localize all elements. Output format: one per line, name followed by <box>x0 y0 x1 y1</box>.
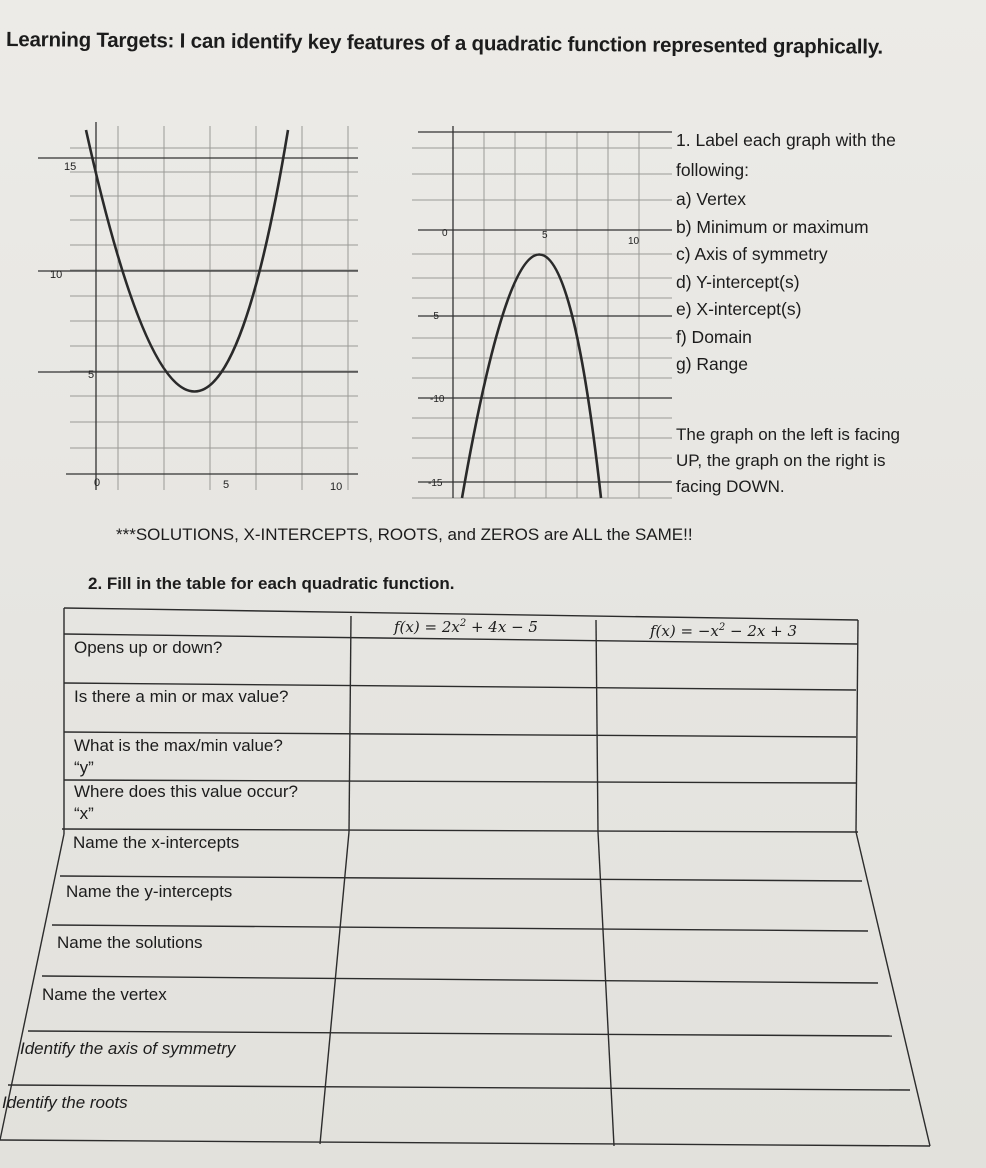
facing-note-line: UP, the graph on the right is <box>676 451 886 470</box>
row-label-roots: Identify the roots <box>2 1093 128 1112</box>
instructions-heading-2: following: <box>676 159 749 180</box>
right-tick-y-neg5: -5 <box>430 311 439 322</box>
right-tick-x-0: 0 <box>442 228 448 239</box>
instruction-item: a) Vertex <box>676 189 747 209</box>
row-label-opens: Opens up or down? <box>74 638 223 657</box>
solutions-note: ***SOLUTIONS, X-INTERCEPTS, ROOTS, and ZEROS are ALL the SAME!! <box>116 525 693 544</box>
left-tick-x-5: 5 <box>223 479 230 491</box>
header-function-2-exponent: 2 <box>718 622 726 633</box>
header-function-2-rest: − 2x + 3 <box>725 622 797 640</box>
row-label-solutions: Name the solutions <box>57 933 203 952</box>
row-label-min-max: Is there a min or max value? <box>74 687 289 706</box>
left-tick-x-0: 0 <box>94 477 101 489</box>
row-label-max-min-value: What is the max/min value? <box>74 736 283 755</box>
instruction-item: f) Domain <box>676 326 752 347</box>
header-function-1-base: f(x) = 2x <box>394 618 460 636</box>
left-tick-y-5: 5 <box>88 369 95 381</box>
instruction-item: b) Minimum or maximum <box>676 216 869 237</box>
instruction-item: c) Axis of symmetry <box>676 244 828 264</box>
row-label-y-intercepts: Name the y-intercepts <box>66 882 233 901</box>
header-function-2-base: f(x) = −x <box>650 622 719 640</box>
right-tick-y-neg15: -15 <box>428 478 443 489</box>
row-label-axis: Identify the axis of symmetry <box>20 1039 236 1058</box>
question-2: 2. Fill in the table for each quadratic function. <box>88 574 455 593</box>
right-tick-x-10: 10 <box>628 236 640 247</box>
learning-target-title: Learning Targets: I can identify key features of a quadratic function represented graphically. <box>5 28 884 59</box>
right-tick-x-5: 5 <box>542 230 548 241</box>
facing-note-line: facing DOWN. <box>676 477 785 496</box>
header-function-2 <box>650 622 797 640</box>
row-label-vertex: Name the vertex <box>42 985 167 1004</box>
left-tick-x-10: 10 <box>330 481 343 493</box>
header-function-1-exponent: 2 <box>459 618 467 629</box>
row-label-where: Where does this value occur? <box>74 782 298 801</box>
instruction-item: e) X-intercept(s) <box>676 299 802 319</box>
row-label-x-intercepts: Name the x-intercepts <box>73 833 240 852</box>
left-tick-y-15: 15 <box>64 161 77 173</box>
header-function-1 <box>394 618 538 636</box>
left-tick-y-10: 10 <box>50 269 63 281</box>
row-label-y: “y” <box>74 758 94 777</box>
instructions-heading-1: 1. Label each graph with the <box>676 130 896 150</box>
right-tick-y-neg10: -10 <box>430 394 445 405</box>
instruction-item: g) Range <box>676 354 748 374</box>
row-label-x: “x” <box>74 804 94 823</box>
header-function-1-rest: + 4x − 5 <box>466 618 538 636</box>
facing-note-line: The graph on the left is facing <box>676 425 900 444</box>
instruction-item: d) Y-intercept(s) <box>676 271 800 292</box>
